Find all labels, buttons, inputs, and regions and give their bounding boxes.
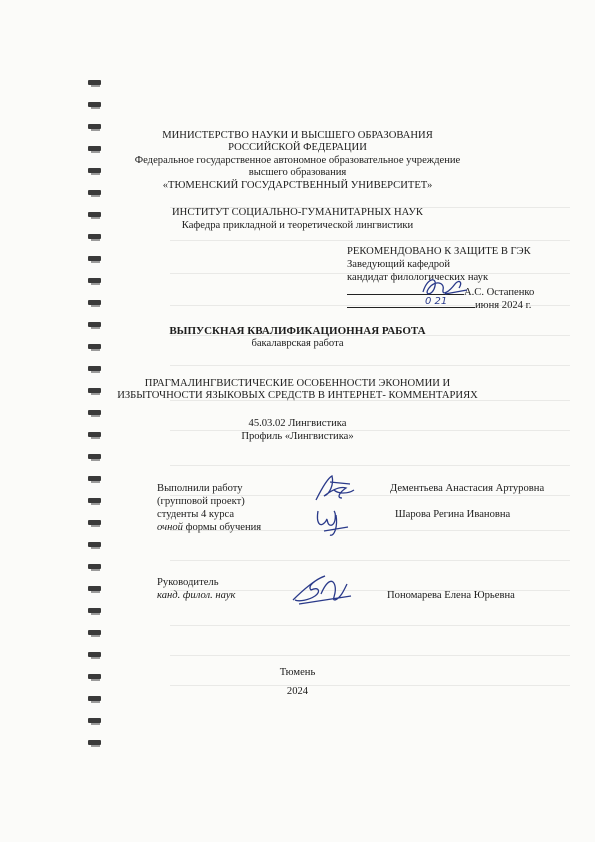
author-2-name: Шарова Регина Ивановна: [395, 509, 511, 520]
department-name: Кафедра прикладной и теоретической лингвистики: [181, 220, 414, 231]
specialty-code: 45.03.02 Лингвистика: [248, 418, 347, 429]
supervisor-name: Пономарева Елена Юрьевна: [387, 590, 515, 601]
study-form-suffix: формы обучения: [185, 522, 262, 533]
supervisor-label: Руководитель: [157, 577, 219, 588]
university-name: «ТЮМЕНСКИЙ ГОСУДАРСТВЕННЫЙ УНИВЕРСИТЕТ»: [162, 180, 433, 191]
author-1-signature: [310, 472, 360, 507]
work-title-line-2: ИЗБЫТОЧНОСТИ ЯЗЫКОВЫХ СРЕДСТВ В ИНТЕРНЕТ- КОММЕНТАРИЯХ: [117, 390, 478, 401]
approval-date-handwritten: 0 21: [425, 296, 448, 307]
profile: Профиль «Лингвистика»: [241, 431, 354, 442]
supervisor-signature: [285, 570, 360, 610]
authors-label-2: (групповой проект): [157, 496, 245, 507]
approval-title: РЕКОМЕНДОВАНО К ЗАЩИТЕ В ГЭК: [347, 246, 531, 257]
author-2-signature: [310, 505, 355, 540]
year: 2024: [286, 686, 309, 697]
work-title-line-1: ПРАГМАЛИНГВИСТИЧЕСКИЕ ОСОБЕННОСТИ ЭКОНОМИИ И: [144, 378, 451, 389]
ministry-line-2: РОССИЙСКОЙ ФЕДЕРАЦИИ: [228, 142, 367, 153]
approval-role: Заведующий кафедрой: [347, 259, 451, 270]
author-1-name: Дементьева Анастасия Артуровна: [390, 483, 545, 494]
supervisor-degree: канд. филол. наук: [157, 590, 236, 601]
authors-label-1: Выполнили работу: [157, 483, 243, 494]
ministry-line-1: МИНИСТЕРСТВО НАУКИ И ВЫСШЕГО ОБРАЗОВАНИЯ: [162, 130, 433, 141]
approval-name: А.С. Остапенко: [464, 287, 535, 298]
approval-date-suffix: июня 2024 г.: [475, 300, 532, 311]
institution-type-line-1: Федеральное государственное автономное образовательное учреждение: [134, 155, 461, 166]
approval-degree: кандидат филологических наук: [347, 272, 489, 283]
authors-label-3: студенты 4 курса: [157, 509, 235, 520]
study-form: очной: [157, 522, 183, 533]
institution-type-line-2: высшего образования: [248, 167, 347, 178]
authors-label-4: [157, 522, 261, 534]
work-subtype: бакалаврская работа: [251, 338, 344, 349]
city: Тюмень: [279, 667, 316, 678]
institute-name: ИНСТИТУТ СОЦИАЛЬНО-ГУМАНИТАРНЫХ НАУК: [172, 207, 423, 218]
head-signature: [415, 270, 475, 305]
work-type: ВЫПУСКНАЯ КВАЛИФИКАЦИОННАЯ РАБОТА: [169, 325, 426, 337]
